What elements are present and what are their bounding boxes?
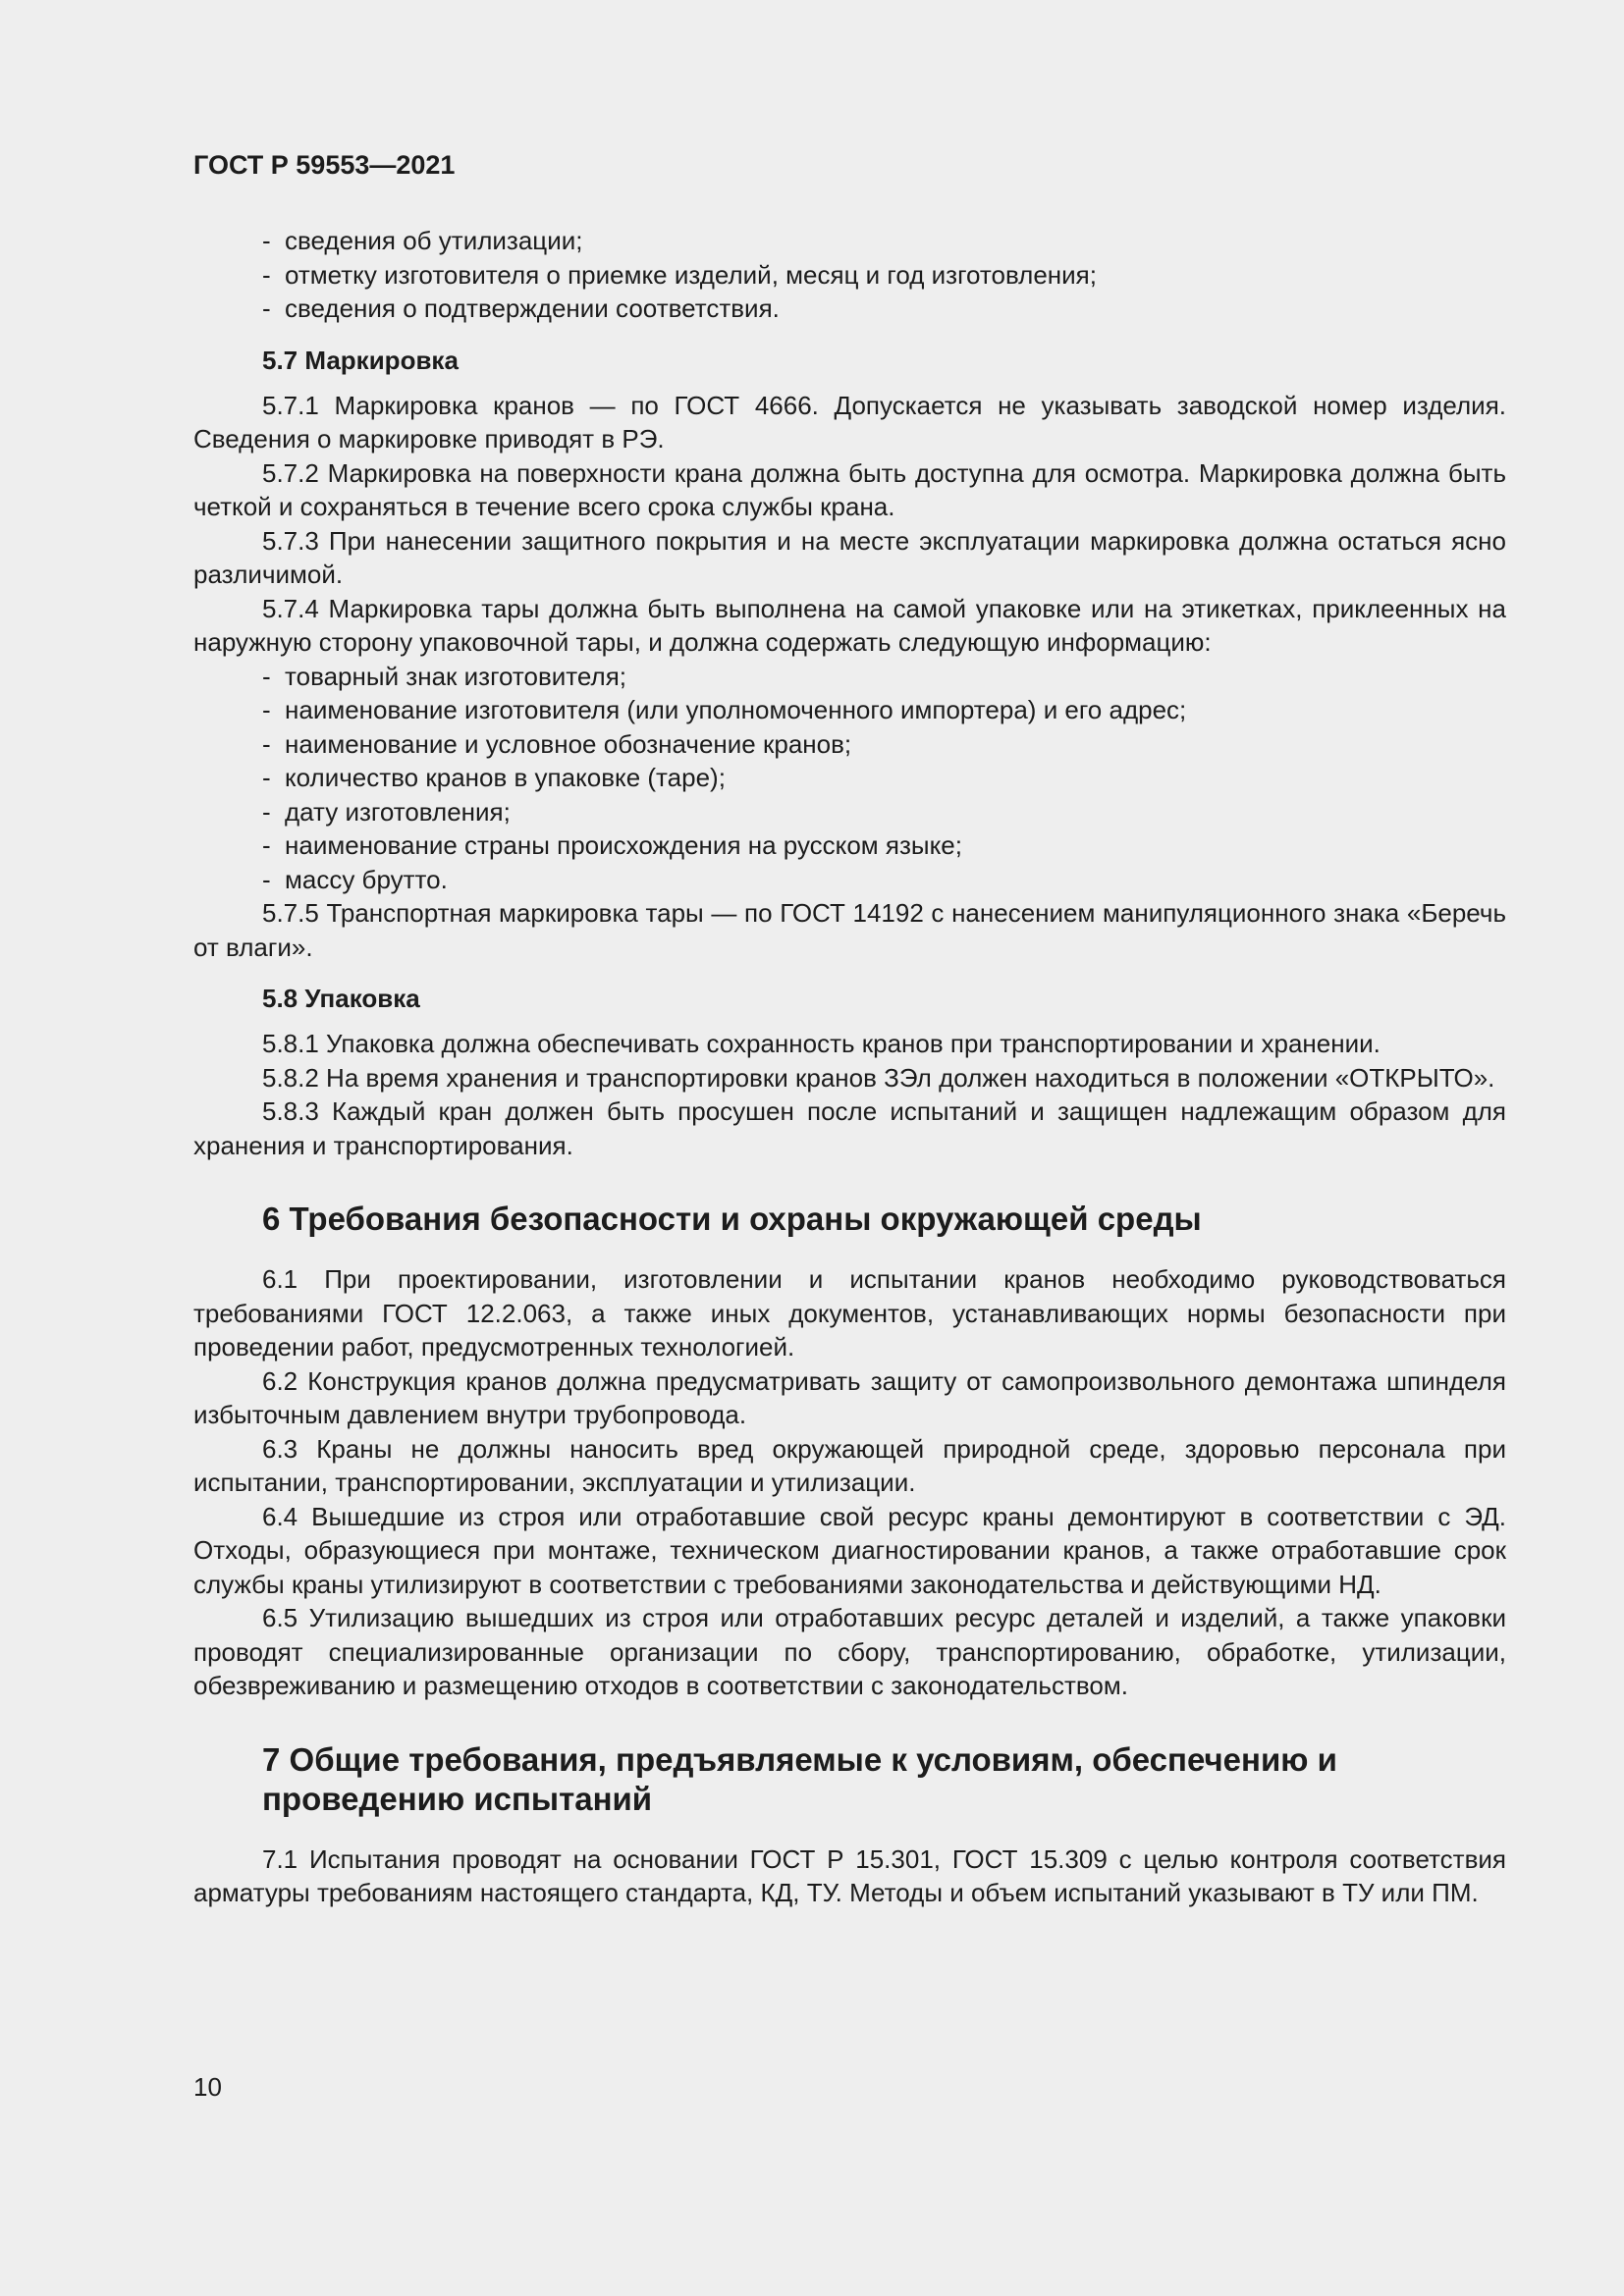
document-code: ГОСТ Р 59553—2021 [193,150,456,180]
paragraph-5-7-3: 5.7.3 При нанесении защитного покрытия и на месте эксплуатации маркировка должна остаться ясно различимой. [193,525,1506,589]
paragraph-5-8-3: 5.8.3 Каждый кран должен быть просушен после испытаний и защищен надлежащим образом для хранения и транспортирования. [193,1096,1506,1160]
list-item: - наименование страны происхождения на русском языке; [262,830,962,860]
paragraph-5-8-2: 5.8.2 На время хранения и транспортировки кранов ЗЭл должен находиться в положении «ОТКРЫТО». [262,1062,1495,1093]
subsection-heading-5-7: 5.7 Маркировка [262,345,459,375]
list-item: - дату изготовления; [262,796,511,827]
paragraph-6-2: 6.2 Конструкция кранов должна предусматривать защиту от самопроизвольного демонтажа шпинделя избыточным давлением внутри трубопровода. [193,1365,1506,1429]
subsection-heading-5-8: 5.8 Упаковка [262,984,420,1013]
section-heading-6: 6 Требования безопасности и охраны окружающей среды [262,1201,1202,1237]
list-item: - массу брутто. [262,864,448,894]
section-heading-7: 7 Общие требования, предъявляемые к условиям, обеспечению и проведению испытаний [262,1740,1337,1817]
list-item: - наименование изготовителя (или уполномоченного импортера) и его адрес; [262,695,1187,724]
paragraph-6-4: 6.4 Вышедшие из строя или отработавшие свой ресурс краны демонтируют в соответствии с ЭД. Отходы, образующиеся при монтаже, техническом диагностировании кранов, а также отработавшие срок службы краны утилизируют в соответствии с требованиями законодательства и действующими НД. [193,1501,1506,1599]
list-item: - отметку изготовителя о приемке изделий, месяц и год изготовления; [262,259,1097,290]
page-number: 10 [193,2072,222,2102]
document-body [193,224,1506,1910]
paragraph-7-1: 7.1 Испытания проводят на основании ГОСТ Р 15.301, ГОСТ 15.309 с целью контроля соответствия арматуры требованиям настоящего стандарта, КД, ТУ. Методы и объем испытаний указывают в ТУ или ПМ. [193,1843,1506,1907]
marking-bullet-list [193,660,1506,897]
paragraph-5-7-5: 5.7.5 Транспортная маркировка тары — по ГОСТ 14192 с нанесением манипуляционного знака «Беречь от влаги». [193,898,1506,962]
list-item: - количество кранов в упаковке (таре); [262,763,726,792]
paragraph-5-8-1: 5.8.1 Упаковка должна обеспечивать сохранность кранов при транспортировании и хранении. [262,1029,1380,1058]
paragraph-6-5: 6.5 Утилизацию вышедших из строя или отработавших ресурс деталей и изделий, а также упаковки проводят специализированные организации по сбору, транспортированию, обработке, утилизации, обезвреживанию и размещению отходов в соответствии с законодательством. [193,1603,1506,1700]
list-item: - товарный знак изготовителя; [262,661,626,691]
top-bullet-list [193,224,1506,326]
paragraph-5-7-1: 5.7.1 Маркировка кранов — по ГОСТ 4666. Допускается не указывать заводской номер изделия. Сведения о маркировке приводят в РЭ. [193,390,1506,454]
list-item: - сведения о подтверждении соответствия. [262,294,780,323]
list-item: - сведения об утилизации; [262,226,583,255]
paragraph-5-7-2: 5.7.2 Маркировка на поверхности крана должна быть доступна для осмотра. Маркировка должна быть четкой и сохраняться в течение всего срока службы крана. [193,457,1506,521]
paragraph-6-1: 6.1 При проектировании, изготовлении и испытании кранов необходимо руководствоваться требованиями ГОСТ 12.2.063, а также иных документов, устанавливающих нормы безопасности при проведении работ, предусмотренных технологией. [193,1264,1506,1362]
paragraph-5-7-4: 5.7.4 Маркировка тары должна быть выполнена на самой упаковке или на этикетках, приклеенных на наружную сторону упаковочной тары, и должна содержать следующую информацию: [193,593,1506,657]
list-item: - наименование и условное обозначение кранов; [262,728,852,759]
paragraph-6-3: 6.3 Краны не должны наносить вред окружающей природной среде, здоровью персонала при испытании, транспортировании, эксплуатации и утилизации. [193,1433,1506,1497]
